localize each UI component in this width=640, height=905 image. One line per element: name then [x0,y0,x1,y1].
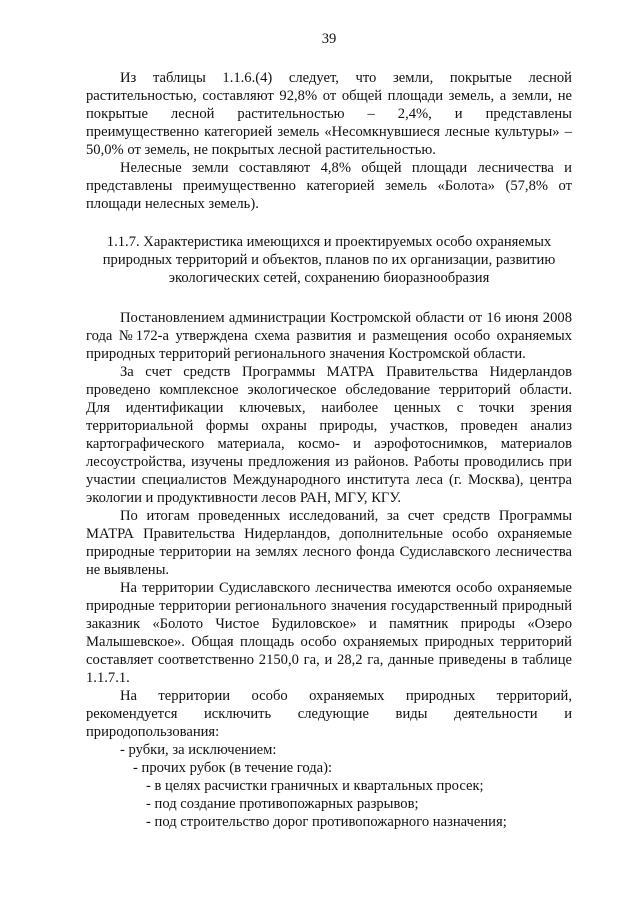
paragraph-restrictions: На территории особо охраняемых природных территорий, рекомендуется исключить следующие виды деятельности и природопользования: [86,688,572,740]
page-number: 39 [321,31,337,47]
paragraph-matra-survey: За счет средств Программы МАТРА Правительства Нидерландов проведено комплексное экологическое обследование территорий области. Для идентификации ключевых, наиболее ценных с точки зрения территориальной формы охраны природы, участков, проведен анализ картографического материала, космо- и аэрофотоснимков, материалов лесоустройства, изучены предложения из районов. Работы проводились при участии специалистов Международного института леса (г. Москва), центра экологии и продуктивности лесов РАН, МГУ, КГУ. [86,364,572,506]
list-item-level3: - под строительство дорог противопожарного назначения; [146,814,507,830]
section-heading: 1.1.7. Характеристика имеющихся и проектируемых особо охраняемых природных территорий и объектов, планов по их организации, развитию экологических сетей, сохранению биоразнообразия [102,234,556,286]
list-item-level2: - прочих рубок (в течение года): [133,760,333,776]
list-item-level3: - в целях расчистки граничных и квартальных просек; [146,778,484,794]
paragraph-table-summary: Из таблицы 1.1.6.(4) следует, что земли, покрытые лесной растительностью, составляют 92,8% от общей площади земель, а земли, не покрытые лесной растительностью – 2,4%, и представлены преимущественно категорией земель «Несомкнувшиеся лесные культуры» – 50,0% от земель, не покрытых лесной растительностью. [86,70,572,158]
paragraph-nonforest-lands: Нелесные земли составляют 4,8% общей площади лесничества и представлены преимущественно категорией земель «Болота» (57,8% от площади нелесных земель). [86,160,572,212]
paragraph-resolution: Постановлением администрации Костромской области от 16 июня 2008 года №172-а утверждена схема развития и размещения особо охраняемых природных территорий регионального значения Костромской области. [86,310,572,362]
list-item-level3: - под создание противопожарных разрывов; [146,796,419,812]
list-item-level1: - рубки, за исключением: [120,742,277,758]
paragraph-research-results: По итогам проведенных исследований, за счет средств Программы МАТРА Правительства Нидерландов, дополнительные особо охраняемые природные территории на землях лесного фонда Судиславского лесничества не выявлены. [86,508,572,578]
paragraph-protected-areas: На территории Судиславского лесничества имеются особо охраняемые природные территории регионального значения государственный природный заказник «Болото Чистое Будиловское» и памятник природы «Озеро Малышевское». Общая площадь особо охраняемых природных территорий составляет соответственно 2150,0 га, и 28,2 га, данные приведены в таблице 1.1.7.1. [86,580,572,686]
